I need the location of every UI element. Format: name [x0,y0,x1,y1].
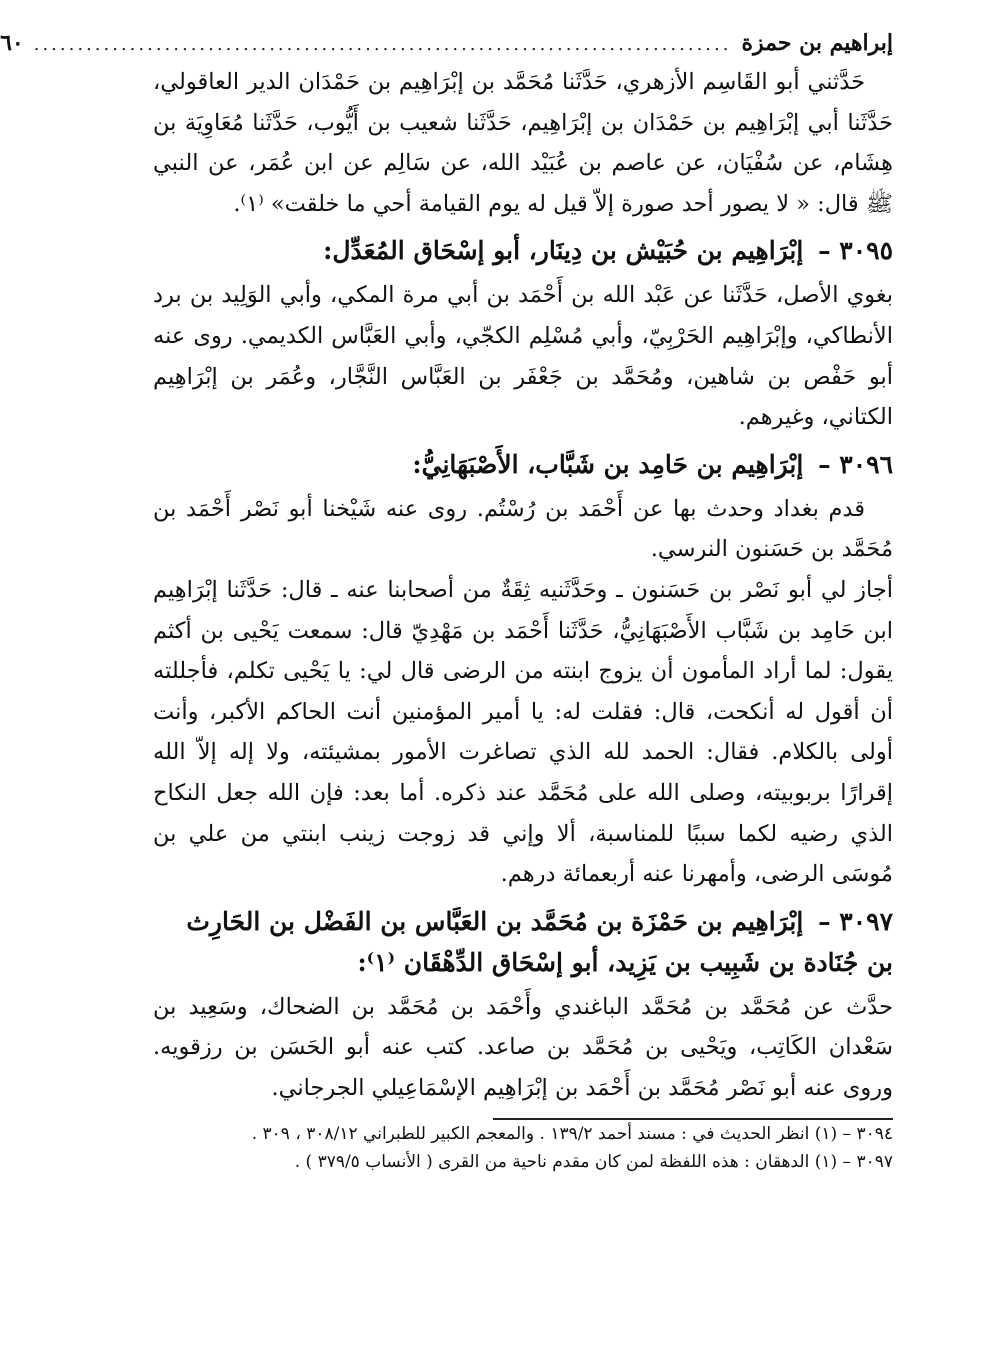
page [0,28,893,1176]
page-number: ٦٠ [0,30,24,56]
entry-3095-heading [153,230,893,271]
footnotes [153,1120,893,1176]
entry-title: إبْرَاهِيم بن حُبَيْش بن دِينَار، أبو إسْحَاق المُعَدِّل: [323,236,804,266]
leader-dots: ................................................................................ [33,34,732,55]
entry-3097-body: حدَّث عن مُحَمَّد بن مُحَمَّد الباغندي وأَحْمَد بن مُحَمَّد بن الضحاك، وسَعِيد بن سَعْدان الكَاتِب، ويَحْيى بن مُحَمَّد بن صاعد. كتب عنه أبو الحَسَن بن رزقويه. وروى عنه أبو نَصْر مُحَمَّد بن أَحْمَد بن إبْرَاهِيم الإسْمَاعِيلي الجرجاني. [153,993,893,1101]
entry-number: ٣٠٩٦ – [818,449,893,479]
entry-3097-heading [153,901,893,983]
entry-3095-body: بغوي الأصل، حَدَّثَنا عن عَبْد الله بن أَحْمَد بن أبي مرة المكي، وأبي الوَلِيد بن برد الأنطاكي، وإبْرَاهِيم الحَرْبِيّ، وأبي مُسْلِم الكجّي، وأبي العَبَّاس الكديمي. روى عنه أبو حَفْص بن شاهين، ومُحَمَّد بن جَعْفَر بن العَبَّاس النَّجَّار، وعُمَر بن إبْرَاهِيم الكتاني، وغيرهم. [153,282,893,431]
running-header [0,28,893,62]
entry-title: إبْرَاهِيم بن حَمْزَة بن مُحَمَّد بن العَبَّاس بن الفَضْل بن الحَارِث بن جُنَادة بن شَبِيب بن يَزِيد، أبو إسْحَاق الدِّهْقَان ⁽١⁾: [186,906,893,977]
entry-3096-narration: أجاز لي أبو نَصْر بن حَسَنون ـ وحَدَّثَنيه ثِقَةٌ من أصحابنا عنه ـ قال: حَدَّثَنا إبْرَاهِيم ابن حَامِد بن شَبَّاب الأَصْبَهَانِيُّ، حَدَّثَنا أَحْمَد بن مَهْدِيّ قال: سمعت يَحْيى بن أكثم يقول: لما أراد المأمون أن يزوج ابنته من الرضى قال لي: يا يَحْيى تكلم، فأجللته أن أقول له أنكحت، قال: فقلت له: يا أمير المؤمنين أنت الحاكم الأكبر، وأنت أولى بالكلام. فقال: الحمد لله الذي تصاغرت الأمور بمشيئته، ولا إله إلاّ الله إقرارًا بربوبيته، وصلى الله على مُحَمَّد عند ذكره. أما بعد: فإن الله جعل النكاح الذي رضيه لكما سببًا للمناسبة، ألا وإني قد زوجت زينب ابنتي من علي بن مُوسَى الرضى، وأمهرنا عنه أربعمائة درهم. [153,576,893,888]
entry-3096-body: قدم بغداد وحدث بها عن أَحْمَد بن رُسْتُم. روى عنه شَيْخنا أبو نَصْر أَحْمَد بن مُحَمَّد بن حَسَنون النرسي. [153,495,893,563]
entry-3094-continuation: حَدَّثني أبو القَاسِم الأزهري، حَدَّثَنا مُحَمَّد بن إبْرَاهِيم بن حَمْدَان الدير العاقولي، حَدَّثَنا أبي إبْرَاهِيم بن حَمْدَان بن إبْرَاهِيم، حَدَّثَنا شعيب بن أَيُّوب، حَدَّثَنا مُعَاوِيَة بن هِشَام، عن سُفْيَان، عن عاصم بن عُبَيْد الله، عن سَالِم عن ابن عُمَر، عن النبي ﷺ قال: « لا يصور أحد صورة إلاّ قيل له يوم القيامة أحي ما خلقت» ⁽١⁾. [153,69,893,217]
entry-number: ٣٠٩٧ – [818,906,893,936]
entry-number: ٣٠٩٥ – [818,236,893,266]
footnote: ٣٠٩٤ – (١) انظر الحديث في : مسند أحمد ١٣٩/٢ . والمعجم الكبير للطبراني ٣٠٨/١٢ ، ٣٠٩ . [251,1124,893,1145]
entry-title: إبْرَاهِيم بن حَامِد بن شَبَّاب، الأَصْبَهَانِيُّ: [412,449,804,479]
running-title: إبراهيم بن حمزة [741,30,893,56]
entry-3096-heading [153,444,893,485]
footnote: ٣٠٩٧ – (١) الدهقان : هذه اللفظة لمن كان مقدم ناحية من القرى ( الأنساب ٣٧٩/٥ ) . [294,1152,893,1173]
